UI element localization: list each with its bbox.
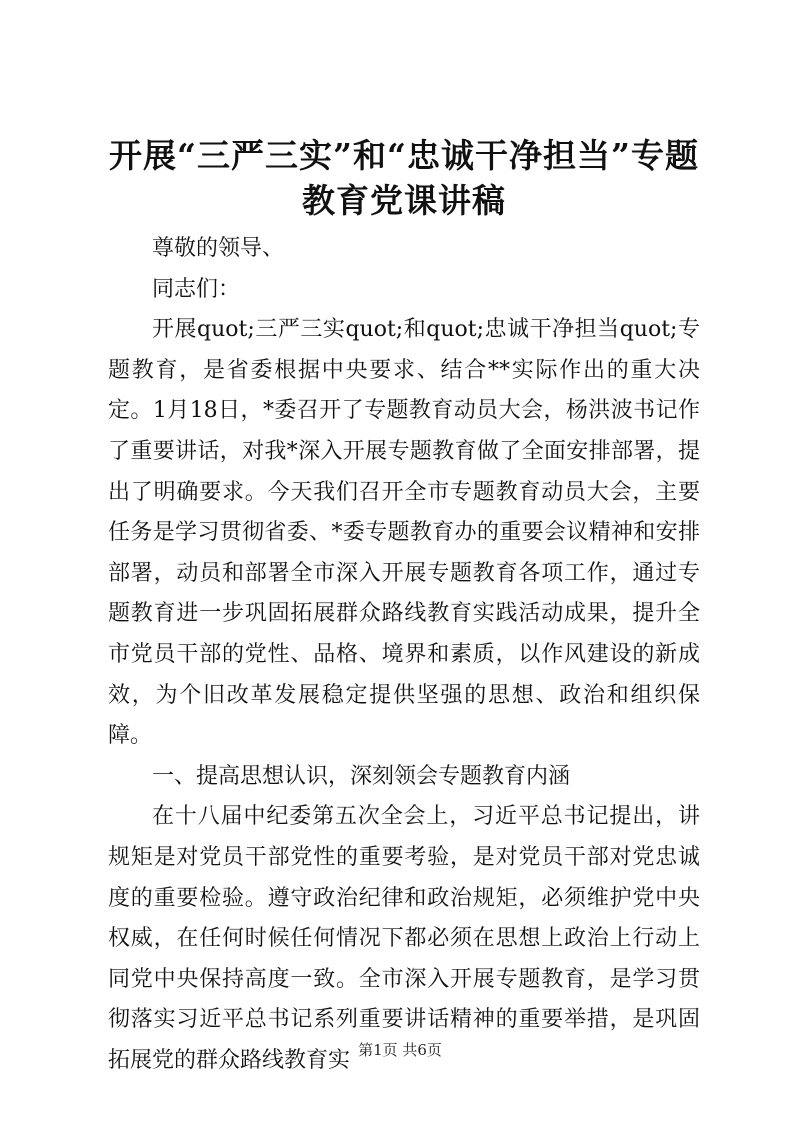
document-title: 开展“三严三实”和“忠诚干净担当”专题教育党课讲稿 (109, 136, 699, 220)
body-paragraph-intro: 开展quot;三严三实quot;和quot;忠诚干净担当quot;专题教育，是省委根据中央要求、结合**实际作出的重大决定。1月18日，*委召开了专题教育动员大会，杨洪波书记作了重要讲话，对我*深入开展专题教育做了全面安排部署，提出了明确要求。今天我们召开全市专题教育动员大会，主要任务是学习贯彻省委、*委专题教育办的重要会议精神和安排部署，动员和部署全市深入开展专题教育各项工作，通过专题教育进一步巩固拓展群众路线教育实践活动成果，提升全市党员干部的党性、品格、境界和素质，以作风建设的新成效，为个旧改革发展稳定提供坚强的思想、政治和组织保障。 (108, 317, 700, 749)
salutation-line-1: 尊敬的领导、 (152, 236, 285, 261)
body-paragraph-section-1: 在十八届中纪委第五次全会上，习近平总书记提出，讲规矩是对党员干部党性的重要考验，是对党员干部对党忠诚度的重要检验。遵守政治纪律和政治规矩，必须维护党中央权威，在任何时候任何情况下都必须在思想上政治上行动上同党中央保持高度一致。全市深入开展专题教育，是学习贯彻落实习近平总书记系列重要讲话精神的重要举措，是巩固拓展党的群众路线教育实 (108, 804, 700, 1073)
section-heading-1: 一、提高思想认识，深刻领会专题教育内涵 (152, 763, 571, 789)
salutation-line-2: 同志们： (152, 276, 241, 302)
page-number-footer: 第1页 共6页 (358, 1041, 442, 1059)
